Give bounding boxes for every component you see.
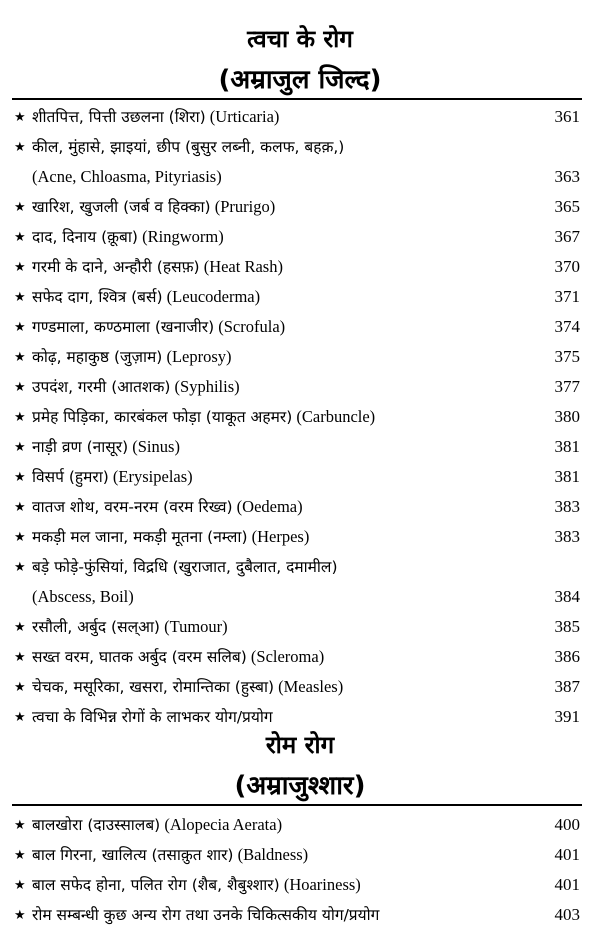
- entry-english-text: (Measles): [278, 677, 344, 696]
- page-number: 381: [554, 467, 580, 486]
- page-number: 381: [554, 437, 580, 456]
- divider: [12, 98, 582, 100]
- entry-hindi-text: विसर्प (हुमरा): [32, 468, 109, 486]
- star-bullet-icon: ★: [14, 259, 26, 274]
- star-bullet-icon: ★: [14, 559, 26, 574]
- entry-english-text: (Erysipelas): [112, 467, 193, 486]
- entry-hindi-text: सख्त वरम, घातक अर्बुद (वरम सलिब): [32, 648, 247, 666]
- entry-hindi-text: दाद, दिनाय (क़ूबा): [32, 228, 138, 246]
- entry-hindi-text: कोढ़, महाकुष्ठ (जुज़ाम): [32, 348, 163, 366]
- entry-english-text: (Syphilis): [174, 377, 240, 396]
- entry-english-text: (Baldness): [237, 845, 309, 864]
- star-bullet-icon: ★: [14, 907, 26, 922]
- star-bullet-icon: ★: [14, 199, 26, 214]
- entry-hindi-text: खारिश, खुजली (जर्ब व हिक्का): [32, 198, 211, 216]
- star-bullet-icon: ★: [14, 529, 26, 544]
- entry-english-text: (Hoariness): [283, 875, 361, 894]
- section1-subtitle: (अम्राजुल जिल्द): [218, 65, 382, 95]
- star-bullet-icon: ★: [14, 139, 26, 154]
- entry-english-text: (Tumour): [164, 617, 228, 636]
- divider: [12, 804, 582, 806]
- section1-title: त्वचा के रोग: [247, 25, 353, 53]
- star-bullet-icon: ★: [14, 439, 26, 454]
- entry-hindi-text: वातज शोथ, वरम-नरम (वरम रिख्व): [32, 498, 233, 516]
- entry-hindi-text: मकड़ी मल जाना, मकड़ी मूतना (नम्ला): [32, 528, 248, 546]
- entry-english-text: (Herpes): [251, 527, 310, 546]
- page-number: 365: [554, 197, 580, 216]
- entry-hindi-text: गण्डमाला, कण्ठमाला (खनाजीर): [32, 318, 215, 336]
- entry-english-text: (Alopecia Aerata): [164, 815, 283, 834]
- star-bullet-icon: ★: [14, 289, 26, 304]
- entry-hindi-text: बालखोरा (दाउस्सालब): [32, 816, 161, 834]
- entry-hindi-text: प्रमेह पिड़िका, कारबंकल फोड़ा (याकूत अहमर): [32, 408, 293, 426]
- page-number: 370: [554, 257, 580, 276]
- page-number: 403: [554, 905, 580, 924]
- entry-hindi-text: शीतपित्त, पित्ती उछलना (शिरा): [32, 108, 206, 126]
- star-bullet-icon: ★: [14, 409, 26, 424]
- entry-english-text: (Urticaria): [209, 107, 280, 126]
- star-bullet-icon: ★: [14, 469, 26, 484]
- entry-english-text: (Leprosy): [166, 347, 232, 366]
- star-bullet-icon: ★: [14, 817, 26, 832]
- entry-english-text: (Sinus): [132, 437, 180, 456]
- star-bullet-icon: ★: [14, 109, 26, 124]
- entry-hindi-text: गरमी के दाने, अन्हौरी (हसफ़): [32, 258, 200, 276]
- entry-hindi-text: बाल गिरना, खालित्य (तसाक़ुत शार): [32, 846, 234, 864]
- entry-hindi-text: रोम सम्बन्धी कुछ अन्य रोग तथा उनके चिकित्सकीय योग/प्रयोग: [32, 906, 380, 924]
- entry-hindi-text: उपदंश, गरमी (आतशक): [32, 378, 171, 396]
- entry-english-text: (Abscess, Boil): [32, 587, 134, 606]
- entry-hindi-text: कील, मुंहासे, झाइयां, छीप (बुसुर लब्नी, कलफ, बहक़,): [32, 138, 345, 156]
- entry-hindi-text: नाड़ी व्रण (नासूर): [32, 438, 129, 456]
- star-bullet-icon: ★: [14, 349, 26, 364]
- page-number: 400: [554, 815, 580, 834]
- star-bullet-icon: ★: [14, 877, 26, 892]
- entry-english-text: (Heat Rash): [203, 257, 283, 276]
- page-number: 387: [554, 677, 580, 696]
- section2-title: रोम रोग: [265, 731, 335, 759]
- entry-english-text: (Acne, Chloasma, Pityriasis): [32, 167, 222, 186]
- star-bullet-icon: ★: [14, 379, 26, 394]
- page-number: 385: [554, 617, 580, 636]
- page-number: 384: [554, 587, 580, 606]
- page-number: 386: [554, 647, 580, 666]
- entry-english-text: (Scrofula): [218, 317, 286, 336]
- star-bullet-icon: ★: [14, 679, 26, 694]
- page-number: 367: [554, 227, 580, 246]
- entry-english-text: (Prurigo): [214, 197, 276, 216]
- page-number: 374: [554, 317, 580, 336]
- star-bullet-icon: ★: [14, 319, 26, 334]
- entry-hindi-text: त्वचा के विभिन्न रोगों के लाभकर योग/प्रयोग: [32, 708, 273, 726]
- page-number: 401: [554, 875, 580, 894]
- entry-hindi-text: सफेद दाग, श्वित्र (बर्स): [32, 288, 163, 306]
- star-bullet-icon: ★: [14, 649, 26, 664]
- page-number: 380: [554, 407, 580, 426]
- entry-hindi-text: चेचक, मसूरिका, खसरा, रोमान्तिका (हुस्बा): [32, 678, 275, 696]
- star-bullet-icon: ★: [14, 847, 26, 862]
- entry-english-text: (Oedema): [236, 497, 303, 516]
- page-number: 363: [554, 167, 580, 186]
- entry-english-text: (Carbuncle): [296, 407, 376, 426]
- page-number: 377: [554, 377, 580, 396]
- entry-hindi-text: बाल सफेद होना, पलित रोग (शैब, शैबुश्शार): [32, 876, 280, 894]
- entry-hindi-text: रसौली, अर्बुद (सल्आ): [32, 618, 160, 636]
- page-number: 371: [554, 287, 580, 306]
- page-number: 361: [554, 107, 580, 126]
- entry-hindi-text: बड़े फोड़े-फुंसियां, विद्रधि (खुराजात, दुबैलात, दमामील): [32, 558, 338, 576]
- star-bullet-icon: ★: [14, 229, 26, 244]
- entry-english-text: (Scleroma): [250, 647, 325, 666]
- star-bullet-icon: ★: [14, 709, 26, 724]
- page-number: 401: [554, 845, 580, 864]
- star-bullet-icon: ★: [14, 499, 26, 514]
- section2-subtitle: (अम्राजुश्शार): [234, 771, 366, 801]
- star-bullet-icon: ★: [14, 619, 26, 634]
- page-number: 391: [554, 707, 580, 726]
- entry-english-text: (Leucoderma): [166, 287, 261, 306]
- page-number: 383: [554, 497, 580, 516]
- page-number: 375: [554, 347, 580, 366]
- page-number: 383: [554, 527, 580, 546]
- entry-english-text: (Ringworm): [142, 227, 224, 246]
